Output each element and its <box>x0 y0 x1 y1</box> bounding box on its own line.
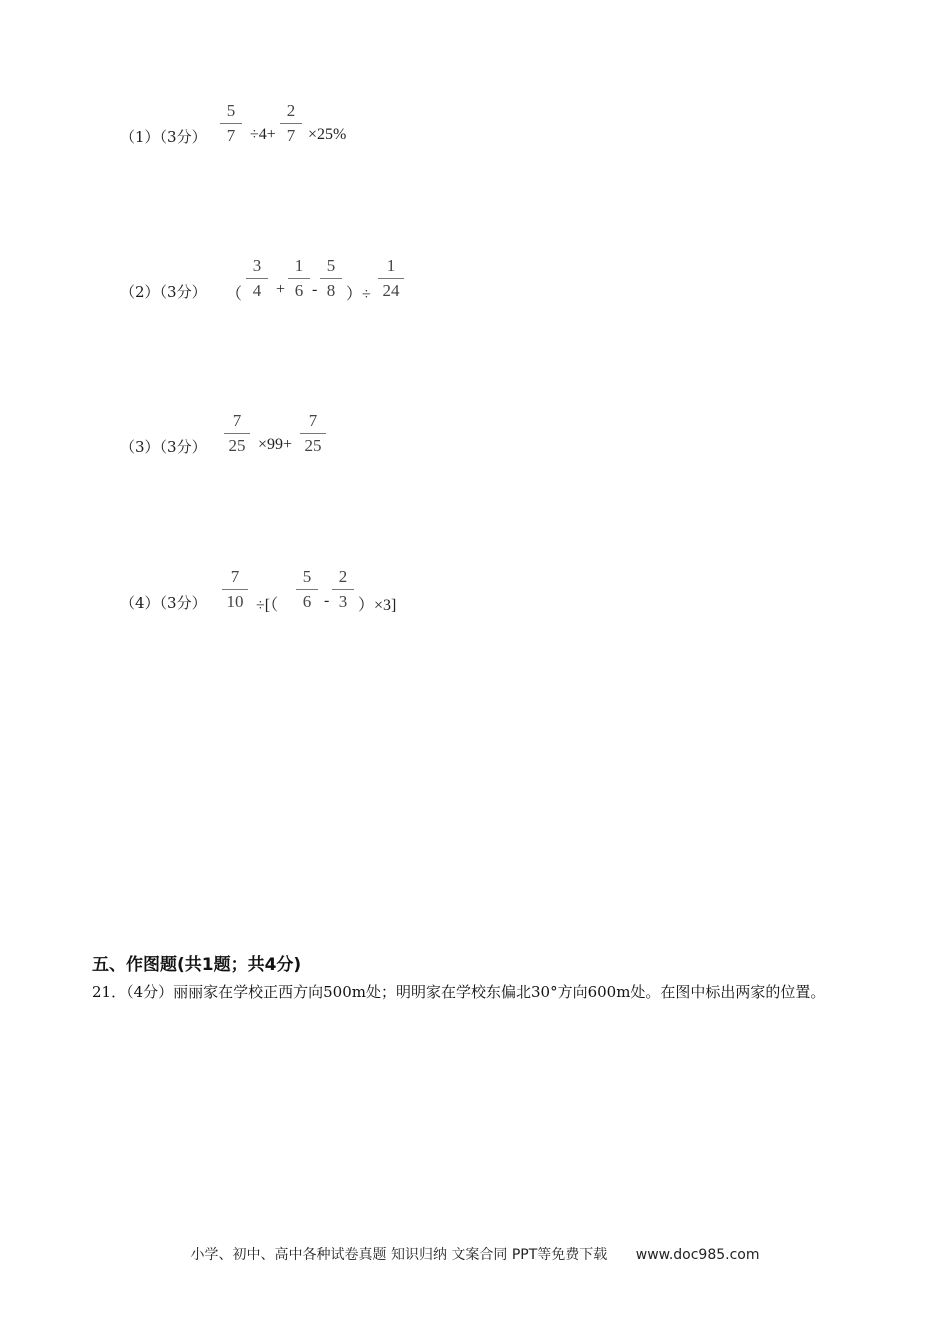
fraction: 7 25 <box>222 410 252 457</box>
page-footer <box>0 1244 950 1264</box>
fraction: 7 25 <box>298 410 328 457</box>
fraction: 3 4 <box>244 255 270 302</box>
operator: ）÷ <box>346 286 371 303</box>
problem-label: （4）（3分） <box>120 594 207 612</box>
footer-url[interactable]: www.doc985.com <box>635 1247 760 1263</box>
problem-label: （2）（3分） <box>120 283 207 301</box>
question-21-text: 21．（4分）丽丽家在学校正西方向500m处；明明家在学校东偏北30°方向600m处。在图中标出两家的位置。 <box>92 983 826 1001</box>
fraction: 5 7 <box>218 100 244 147</box>
operator: （ <box>226 286 243 303</box>
problem-label: （3）（3分） <box>120 438 207 456</box>
fraction: 5 8 <box>318 255 344 302</box>
operator: ×99+ <box>258 436 293 453</box>
fraction: 2 7 <box>278 100 304 147</box>
operator: + <box>276 281 286 298</box>
fraction: 2 3 <box>330 566 356 613</box>
fraction: 5 6 <box>294 566 320 613</box>
section-title: 五、作图题(共1题；共4分) <box>92 955 302 975</box>
fraction: 7 10 <box>220 566 250 613</box>
fraction: 1 6 <box>286 255 312 302</box>
fraction: 1 24 <box>376 255 406 302</box>
problem-label: （1）（3分） <box>120 128 207 146</box>
operator: ×25% <box>308 126 347 143</box>
operator: ÷4+ <box>250 126 276 143</box>
operator: ÷[（ <box>256 597 279 614</box>
operator: ）×3] <box>358 597 397 614</box>
footer-text: 小学、初中、高中各种试卷真题 知识归纳 文案合同 PPT等免费下载 <box>190 1247 608 1263</box>
operator: - <box>312 281 318 298</box>
operator: - <box>324 592 330 609</box>
